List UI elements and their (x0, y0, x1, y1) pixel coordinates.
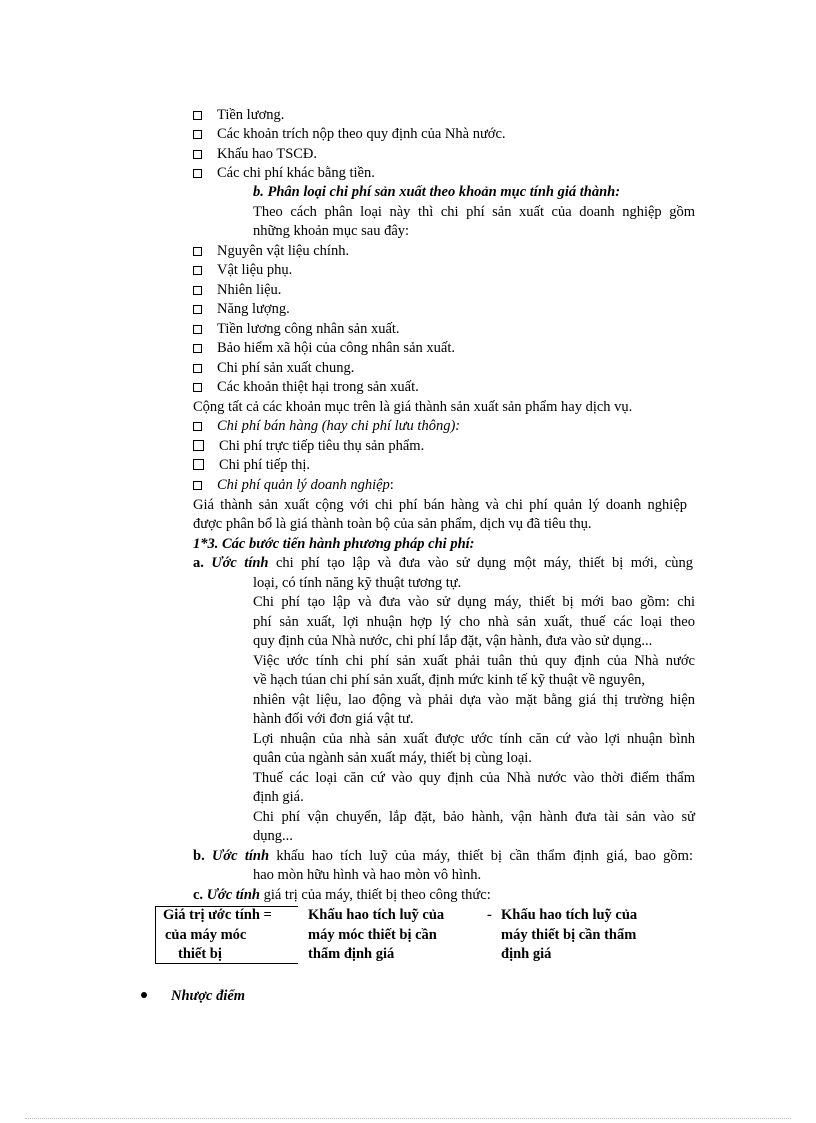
paragraph-line: hao mòn hữu hình và hao mòn vô hình. (253, 867, 482, 883)
square-bullet-icon (193, 266, 202, 275)
square-bullet-icon (193, 344, 202, 353)
square-bullet-icon (193, 325, 202, 334)
list-item: Chi phí tiếp thị. (193, 456, 310, 475)
square-bullet-icon (193, 383, 202, 392)
square-bullet-icon (193, 459, 204, 470)
square-bullet-icon (193, 305, 202, 314)
formula-middle: máy móc thiết bị cần (308, 927, 437, 943)
bullet-dot-icon (141, 992, 147, 998)
paragraph-line: quy định của Nhà nước, chi phí lắp đặt, vận hành, đưa vào sử dụng... (253, 633, 653, 649)
list-item: Chi phí sản xuất chung. (193, 359, 354, 378)
paragraph-line: nhiên vật liệu, lao động và phải dựa vào mặt bằng giá thị trường hiện (253, 692, 695, 708)
summary-line: Cộng tất cả các khoản mục trên là giá thành sản xuất sản phẩm hay dịch vụ. (193, 399, 633, 415)
formula-minus: - (487, 907, 492, 923)
square-bullet-icon (193, 440, 204, 451)
square-bullet-icon (193, 150, 202, 159)
list-item: Các chi phí khác bằng tiền. (193, 164, 375, 183)
list-item: Nhược điểm (141, 987, 245, 1006)
square-bullet-icon (193, 130, 202, 139)
paragraph-line: Việc ước tính chi phí sản xuất phải tuân thủ quy định của Nhà nước (253, 653, 695, 669)
square-bullet-icon (193, 247, 202, 256)
list-item: Chi phí trực tiếp tiêu thụ sản phẩm. (193, 437, 424, 456)
paragraph-line: loại, có tính năng kỹ thuật tương tự. (253, 575, 462, 591)
section-heading: b. Phân loại chi phí sản xuất theo khoản mục tính giá thành: (253, 184, 621, 200)
list-item: Các khoản trích nộp theo quy định của Nhà nước. (193, 125, 506, 144)
square-bullet-icon (193, 111, 202, 120)
paragraph-line: được phân bổ là giá thành toàn bộ của sản phẩm, dịch vụ đã tiêu thụ. (193, 516, 592, 532)
list-item: Nhiên liệu. (193, 281, 281, 300)
square-bullet-icon (193, 364, 202, 373)
list-item: Tiền lương. (193, 106, 284, 125)
formula-left: thiết bị (178, 946, 222, 962)
paragraph-line: Thuế các loại căn cứ vào quy định của Nhà nước vào thời điểm thẩm (253, 770, 695, 786)
formula-left: Giá trị ước tính = (163, 907, 272, 923)
page-bottom-divider (25, 1118, 791, 1119)
square-bullet-icon (193, 422, 202, 431)
list-item: Các khoản thiệt hại trong sản xuất. (193, 378, 419, 397)
formula-right: Khấu hao tích luỹ của (501, 907, 638, 923)
list-item: Bảo hiểm xã hội của công nhân sản xuất. (193, 339, 455, 358)
square-bullet-icon (193, 169, 202, 178)
paragraph-line: về hạch túan chi phí sản xuất, định mức kinh tế kỹ thuật về nguyên, (253, 672, 646, 688)
paragraph-line: Chi phí tạo lập và đưa vào sử dụng máy, thiết bị mới bao gồm: chi (253, 594, 695, 610)
list-item: Chi phí bán hàng (hay chi phí lưu thông): (193, 417, 460, 436)
step-a-line: a. Ước tính chi phí tạo lập và đưa vào sử dụng một máy, thiết bị mới, cùng (193, 555, 694, 571)
paragraph-line: dụng... (253, 828, 293, 844)
formula-right: định giá (501, 946, 552, 962)
step-c-line: c. Ước tính giá trị của máy, thiết bị theo công thức: (193, 887, 491, 903)
paragraph-line: định giá. (253, 789, 304, 805)
list-item: Chi phí quản lý doanh nghiệp: (193, 476, 394, 495)
paragraph-line: quân của ngành sản xuất máy, thiết bị cùng loại. (253, 750, 532, 766)
paragraph-line: Chi phí vận chuyển, lắp đặt, bảo hành, vận hành đưa tài sản vào sử (253, 809, 695, 825)
paragraph-line: Giá thành sản xuất cộng với chi phí bán hàng và chi phí quản lý doanh nghiệp (193, 497, 687, 513)
list-item: Khấu hao TSCĐ. (193, 145, 317, 164)
paragraph-line: những khoản mục sau đây: (253, 223, 410, 239)
list-item: Năng lượng. (193, 300, 290, 319)
paragraph-line: Theo cách phân loại này thì chi phí sản xuất của doanh nghiệp gồm (253, 204, 695, 220)
square-bullet-icon (193, 286, 202, 295)
list-item: Nguyên vật liệu chính. (193, 242, 349, 261)
section-heading: 1*3. Các bước tiến hành phương pháp chi phí: (193, 536, 475, 552)
square-bullet-icon (193, 481, 202, 490)
step-b-line: b. Ước tính khấu hao tích luỹ của máy, thiết bị cần thẩm định giá, bao gồm: (193, 848, 693, 864)
formula-middle: thẩm định giá (308, 946, 395, 962)
paragraph-line: phí sản xuất, lợi nhuận hợp lý cho nhà sản xuất, thuế các loại theo (253, 614, 695, 630)
list-item: Tiền lương công nhân sản xuất. (193, 320, 400, 339)
formula-right: máy thiết bị cần thẩm (501, 927, 637, 943)
paragraph-line: Lợi nhuận của nhà sản xuất được ước tính căn cứ vào lợi nhuận bình (253, 731, 695, 747)
list-item: Vật liệu phụ. (193, 261, 292, 280)
formula-left: của máy móc (165, 927, 247, 943)
paragraph-line: hành đối với đơn giá vật tư. (253, 711, 414, 727)
formula-middle: Khấu hao tích luỹ của (308, 907, 445, 923)
